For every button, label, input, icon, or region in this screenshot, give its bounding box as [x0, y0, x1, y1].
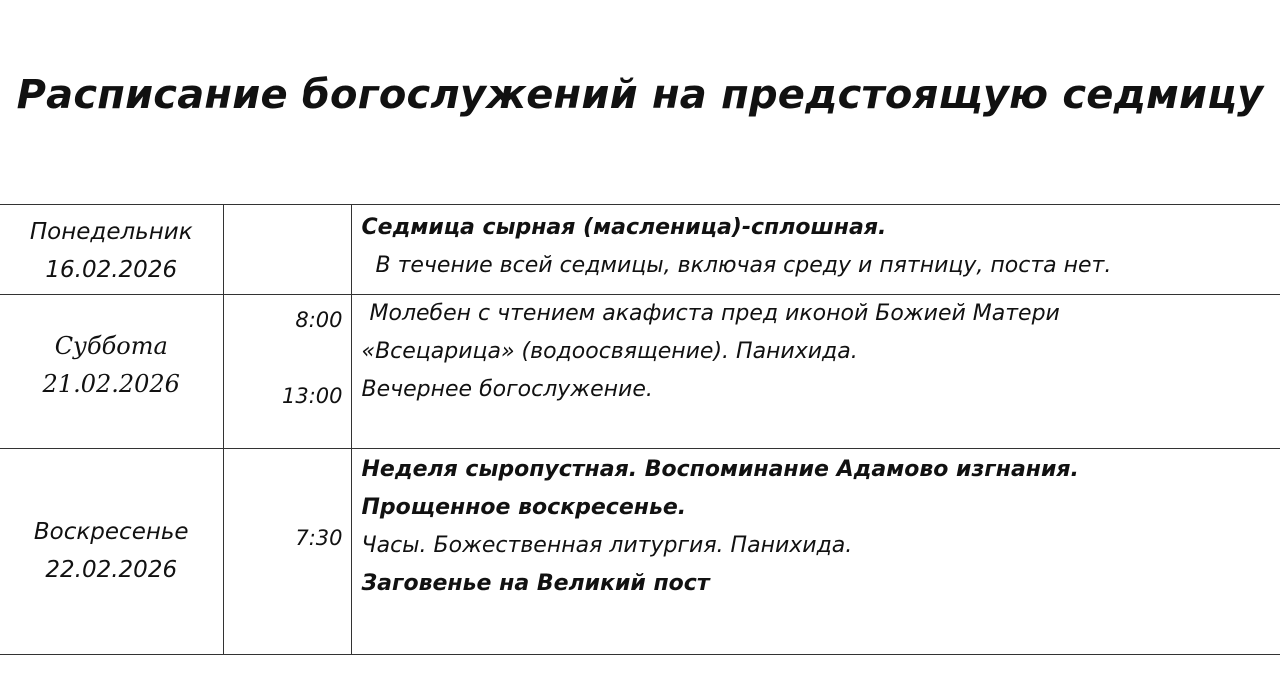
description-cell — [351, 449, 1280, 655]
day-cell — [0, 449, 223, 655]
schedule-table — [0, 204, 1280, 655]
description-line: Седмица сырная (масленица)-сплошная. — [361, 215, 887, 240]
day-date: 16.02.2026 — [45, 257, 178, 283]
day-cell — [0, 205, 223, 295]
table-row — [0, 295, 1280, 449]
service-time: 8:00 — [295, 308, 343, 332]
description-line: В течение всей седмицы, включая среду и пятницу, поста нет. — [375, 253, 1112, 278]
page-title: Расписание богослужений на предстоящую седмицу — [16, 72, 1264, 118]
description-cell — [351, 205, 1280, 295]
service-time: 13:00 — [281, 384, 343, 408]
description-line: Прощенное воскресенье. — [361, 495, 687, 520]
table-row — [0, 205, 1280, 295]
day-name: Понедельник — [29, 219, 193, 245]
description-line: Заговенье на Великий пост — [361, 571, 710, 596]
description-cell — [351, 295, 1280, 449]
time-cell — [223, 449, 351, 655]
day-name: Воскресенье — [33, 519, 189, 545]
description-line: Молебен с чтением акафиста пред иконой Божией Матери — [369, 301, 1060, 326]
day-name: Суббота — [54, 332, 168, 360]
description-line: Часы. Божественная литургия. Панихида. — [361, 533, 853, 558]
description-line: Вечернее богослужение. — [361, 377, 653, 402]
day-cell — [0, 295, 223, 449]
day-date: 21.02.2026 — [42, 370, 180, 398]
table-row — [0, 449, 1280, 655]
description-line: «Всецарица» (водоосвящение). Панихида. — [361, 339, 858, 364]
time-cell — [223, 205, 351, 295]
service-time: 7:30 — [295, 526, 343, 550]
description-line: Неделя сыропустная. Воспоминание Адамово изгнания. — [361, 457, 1079, 482]
day-date: 22.02.2026 — [45, 557, 178, 583]
time-cell — [223, 295, 351, 449]
